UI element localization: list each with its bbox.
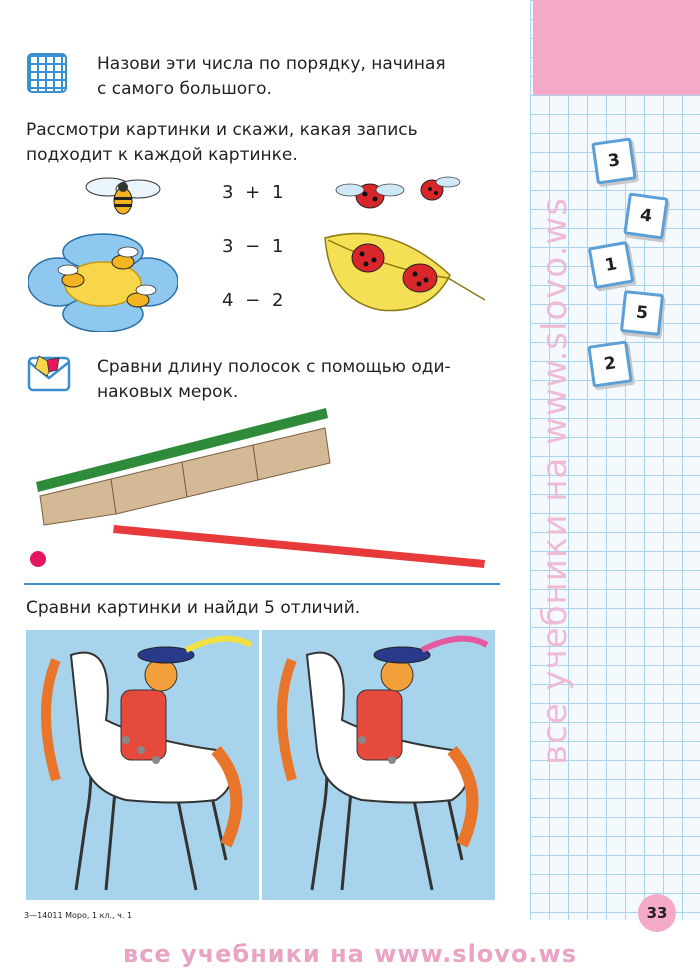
picture-left	[26, 630, 259, 900]
number-card: 2	[587, 340, 632, 387]
number-card: 5	[620, 290, 664, 336]
expression-2: 3 − 1	[222, 236, 287, 257]
number-card: 1	[588, 241, 635, 289]
grid-task-icon	[27, 53, 67, 93]
footer-link[interactable]: все учебники на www.slovo.ws	[123, 940, 577, 968]
number-card: 4	[623, 192, 668, 239]
envelope-task-icon	[27, 350, 71, 394]
red-dot-marker	[30, 551, 46, 567]
expression-3: 4 − 2	[222, 290, 287, 311]
page-number: 33	[638, 894, 676, 932]
task3-line1: Сравни длину полосок с помощью оди-	[97, 357, 451, 377]
leaf-with-ladybugs-illustration	[320, 220, 488, 320]
task1-line2: с самого большого.	[97, 79, 272, 99]
flying-ladybugs-illustration	[330, 172, 462, 222]
strips-illustration	[30, 400, 500, 575]
task1-line1: Назови эти числа по порядку, начиная	[97, 54, 446, 74]
section-divider	[24, 583, 500, 585]
flying-bee-illustration	[78, 175, 162, 219]
number-card: 3	[591, 137, 636, 184]
picture-right	[262, 630, 495, 900]
task2-line1: Рассмотри картинки и скажи, какая запись	[26, 120, 418, 140]
print-footnote: 3—14011 Моро, 1 кл., ч. 1	[24, 911, 133, 920]
vertical-watermark: все учебники на www.slovo.ws	[535, 197, 575, 765]
task3-line2: наковых мерок.	[97, 382, 239, 402]
task4-line1: Сравни картинки и найди 5 отличий.	[26, 598, 361, 618]
flower-with-bees-illustration	[28, 232, 178, 332]
pink-header-bar	[533, 0, 700, 95]
expression-1: 3 + 1	[222, 182, 287, 203]
task2-line2: подходит к каждой картинке.	[26, 145, 298, 165]
